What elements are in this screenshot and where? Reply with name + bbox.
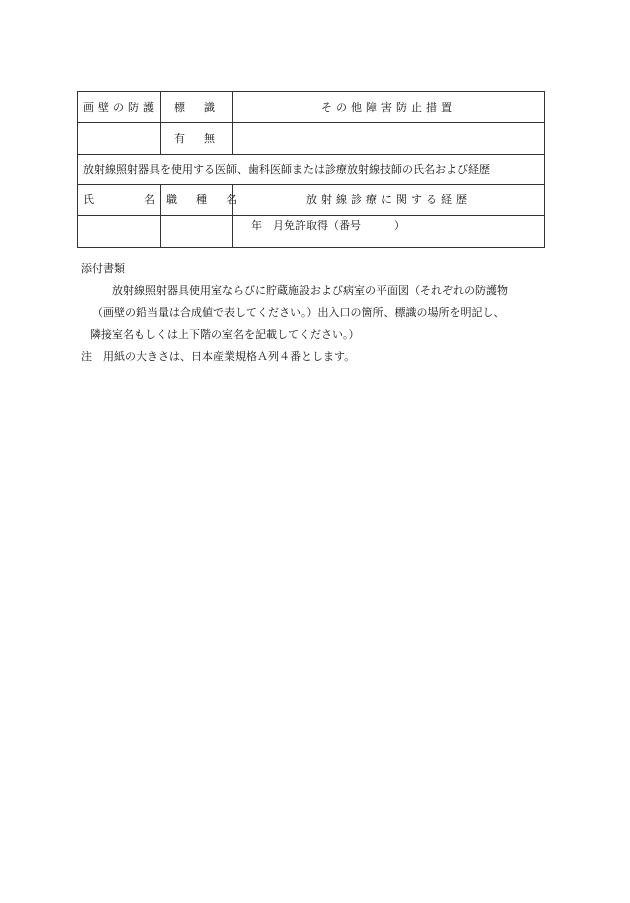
sign-header: 標 識 [161,92,233,123]
license-acquired-text: 年 月免許取得（番号 ） [251,218,405,232]
attachments-heading: 添付書類 [81,262,125,275]
wall-protection-cell[interactable] [78,123,161,155]
wall-protection-header: 画壁の防護 [78,92,161,123]
table-row [78,184,545,215]
attachments-line-3: 隣接室名もしくは上下階の室名を記載してください。） [90,328,360,341]
notes-section [81,258,561,368]
other-measures-header: その他障害防止措置 [233,92,545,123]
occupation-cell[interactable] [161,215,233,247]
name-cell[interactable] [78,215,161,247]
career-cell[interactable] [233,215,545,247]
table-row [78,215,545,247]
name-header-right: 名 [144,193,155,207]
table-row [78,155,545,184]
attachments-line-1: 放射線照射器具使用室ならびに貯蔵施設および病室の平面図（それぞれの防護物 [112,284,508,297]
application-form-table [77,91,545,248]
career-header: 放射線診療に関する経歴 [233,184,545,215]
other-measures-cell[interactable] [233,123,545,155]
occupation-header: 職 種 名 [161,184,233,215]
operator-section-heading: 放射線照射器具を使用する医師、歯科医師または診療放射線技師の氏名および経歴 [78,155,545,184]
sign-presence-cell: 有 無 [161,123,233,155]
name-header [78,184,161,215]
table-row [78,92,545,123]
paper-size-footnote: 注 用紙の大きさは、日本産業規格Ａ列４番とします。 [81,350,356,363]
attachments-line-2: （画壁の鉛当量は合成値で表してください。）出入口の箇所、標識の場所を明記し、 [92,306,505,319]
table-row [78,123,545,155]
name-header-left: 氏 [83,193,94,207]
